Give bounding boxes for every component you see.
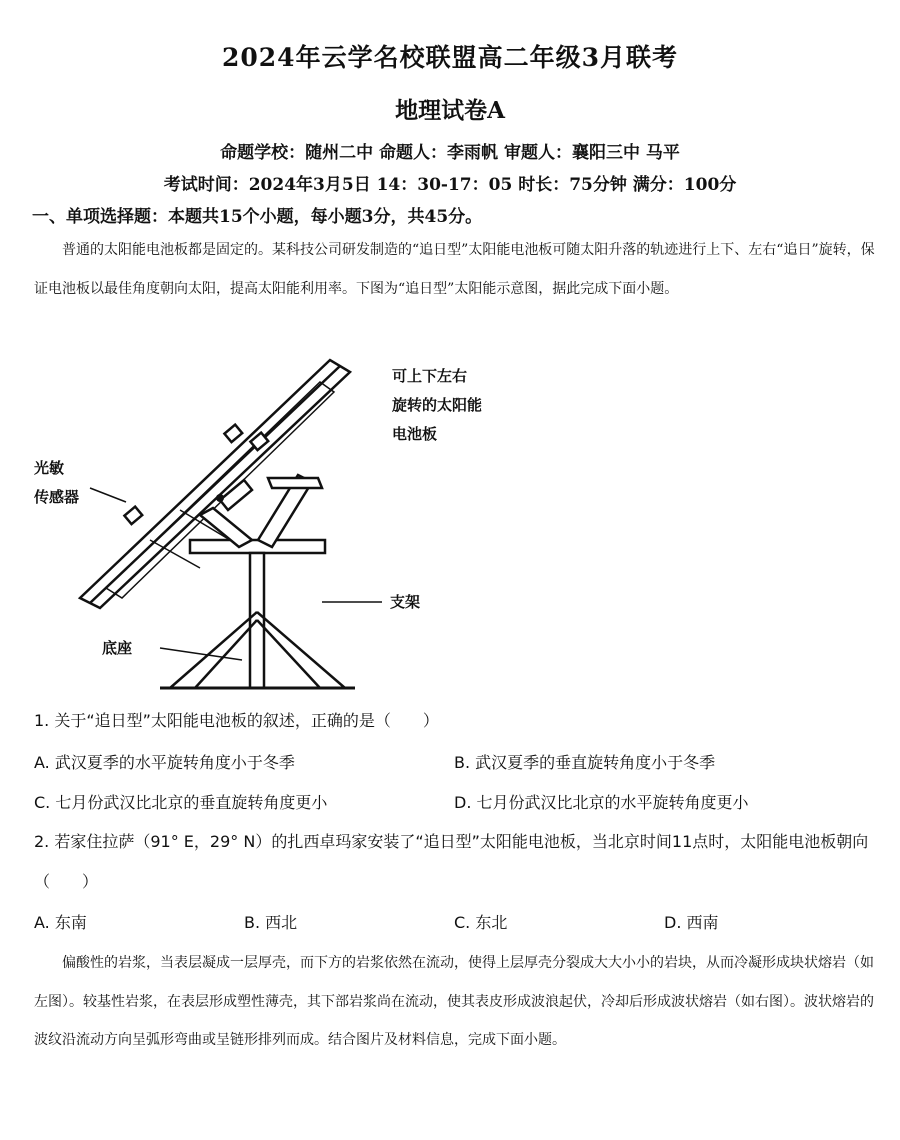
- passage-2-text: 偏酸性的岩浆，当表层凝成一层厚壳，而下方的岩浆依然在流动，使得上层厚壳分裂成大大小小的岩块，从而冷凝形成块状熔岩（如左图）。较基性岩浆，在表层形成塑性薄壳，其下部岩浆尚在流动，使其表皮形成波浪起伏，冷却后形成波状熔岩（如右图）。波状熔岩的波纹沿流动方向呈弧形弯曲或呈链形排列而成。结合图片及材料信息，完成下面小题。: [34, 955, 874, 1048]
- passage-1: [34, 231, 876, 308]
- label-panel-line-1: 可上下左右: [392, 367, 468, 385]
- exam-time-info: 考试时间：2024年3月5日 14：30-17：05 时长：75分钟 满分：100分: [163, 175, 737, 195]
- solar-tracker-figure: [30, 350, 590, 695]
- question-1-option-a[interactable]: A. 武汉夏季的水平旋转角度小于冬季: [34, 753, 295, 772]
- label-rotatable-panel: [392, 362, 482, 449]
- question-2-option-b[interactable]: B. 西北: [244, 913, 298, 932]
- label-base: 底座: [102, 639, 133, 657]
- mount-bar: [190, 540, 325, 553]
- label-light-sensor: [34, 454, 79, 512]
- question-1-option-c[interactable]: C. 七月份武汉比北京的垂直旋转角度更小: [34, 793, 328, 812]
- exam-subtitle: 地理试卷A: [395, 97, 505, 124]
- question-2-option-c[interactable]: C. 东北: [454, 913, 508, 932]
- question-1-option-b[interactable]: B. 武汉夏季的垂直旋转角度小于冬季: [454, 753, 716, 772]
- section-title: 一、单项选择题：本题共15个小题，每小题3分，共45分。: [32, 207, 483, 227]
- question-2-stem: 2. 若家住拉萨（91° E，29° N）的扎西卓玛家安装了“追日型”太阳能电池板，当北京时间11点时，太阳能电池板朝向（ ）: [34, 832, 869, 891]
- passage-1-text: 普通的太阳能电池板都是固定的。某科技公司研发制造的“追日型”太阳能电池板可随太阳升落的轨迹进行上下、左右“追日”旋转，保证电池板以最佳角度朝向太阳，提高太阳能利用率。下图为“追日型”太阳能示意图，据此完成下面小题。: [34, 242, 875, 297]
- label-sensor-line-1: 光敏: [34, 459, 65, 477]
- pivot-dot: [216, 494, 224, 502]
- label-bracket: 支架: [390, 593, 421, 611]
- question-1-stem: 1. 关于“追日型”太阳能电池板的叙述，正确的是（ ）: [34, 711, 439, 730]
- sensor-block: [124, 507, 142, 524]
- label-sensor-line-2: 传感器: [34, 488, 80, 506]
- exam-title: 2024年云学名校联盟高二年级3月联考: [222, 43, 678, 72]
- question-2-option-d[interactable]: D. 西南: [664, 913, 719, 932]
- passage-2: [34, 944, 876, 1060]
- label-panel-line-2: 旋转的太阳能: [392, 396, 483, 414]
- question-2-option-a[interactable]: A. 东南: [34, 913, 87, 932]
- question-1-option-d[interactable]: D. 七月份武汉比北京的水平旋转角度更小: [454, 793, 749, 812]
- exam-authors: 命题学校：随州二中 命题人：李雨帆 审题人：襄阳三中 马平: [220, 143, 680, 163]
- label-panel-line-3: 电池板: [392, 425, 438, 443]
